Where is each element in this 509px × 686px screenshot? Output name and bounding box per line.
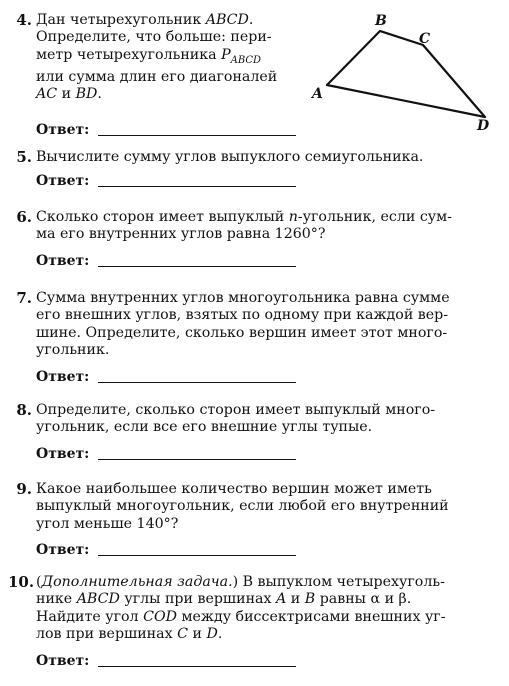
text-span: метр четырехугольника xyxy=(36,46,222,63)
text-span: ABCD xyxy=(76,591,120,608)
text-span: COD xyxy=(143,608,177,625)
answer-line[interactable] xyxy=(98,266,296,267)
answer-line[interactable] xyxy=(98,555,296,556)
text-span: Какое наибольшее количество вершин может иметь xyxy=(36,481,432,497)
answer-line[interactable] xyxy=(98,186,296,187)
problem-text: Вычислите сумму углов выпуклого семиугольника. xyxy=(36,149,424,165)
text-span: угольник. xyxy=(36,342,110,359)
text-span: ( xyxy=(36,574,42,590)
problem-8 xyxy=(8,402,498,462)
text-span: ABCD xyxy=(230,54,262,66)
answer-field xyxy=(36,173,498,189)
vertex-label-a: A xyxy=(312,86,323,102)
problem-6 xyxy=(8,209,498,269)
text-span: углы при вершинах xyxy=(119,591,277,608)
text-span: Сколько сторон имеет выпуклый xyxy=(36,209,289,225)
text-span: Определите, сколько сторон имеет выпуклый много- xyxy=(36,402,436,418)
answer-label: Ответ: xyxy=(36,368,90,385)
vertex-label-c: C xyxy=(419,31,431,47)
text-span: Найдите угол xyxy=(36,608,144,625)
answer-line[interactable] xyxy=(98,459,296,460)
text-span: ) В выпуклом четырехуголь- xyxy=(232,574,445,590)
answer-field xyxy=(36,653,498,669)
answer-field xyxy=(36,253,498,269)
text-span: ма его внутренних углов равна 1260°? xyxy=(36,226,326,243)
problem-number: 6. xyxy=(16,208,32,226)
quadrilateral-shape xyxy=(327,31,485,117)
answer-field xyxy=(36,446,498,462)
answer-label: Ответ: xyxy=(36,652,90,669)
text-span: и xyxy=(57,86,76,103)
answer-label: Ответ: xyxy=(36,542,90,559)
problem-number: 4. xyxy=(16,11,32,29)
problem-text xyxy=(36,574,498,644)
problem-text xyxy=(36,402,498,437)
problem-text xyxy=(36,290,498,360)
text-span: B xyxy=(304,591,316,608)
answer-label: Ответ: xyxy=(36,121,90,138)
answer-field xyxy=(36,542,498,558)
answer-label: Ответ: xyxy=(36,173,90,190)
text-span: AC xyxy=(36,86,58,103)
answer-line[interactable] xyxy=(98,135,296,136)
answer-label: Ответ: xyxy=(36,252,90,269)
text-span: . xyxy=(217,626,223,643)
answer-line[interactable] xyxy=(98,382,296,383)
text-span: D xyxy=(206,626,218,643)
answer-field xyxy=(36,369,498,385)
text-span: и xyxy=(187,626,207,643)
text-span: n xyxy=(288,209,298,225)
problem-text xyxy=(36,209,498,244)
vertex-label-b: B xyxy=(375,13,387,29)
text-span: и xyxy=(286,591,305,608)
text-span: Сумма внутренних углов многоугольника равна сумме xyxy=(36,290,450,306)
text-span: выпуклый многоугольник, если любой его внутренний xyxy=(36,498,449,515)
problem-10 xyxy=(8,574,498,669)
text-span: или сумма длин его диагоналей xyxy=(36,69,278,86)
text-span: BD xyxy=(75,86,98,103)
problem-text xyxy=(36,481,498,533)
text-span: Дан четырехугольник xyxy=(36,12,206,28)
answer-label: Ответ: xyxy=(36,445,90,462)
problem-number: 5. xyxy=(16,148,32,166)
text-span: Дополнительная задача. xyxy=(41,574,233,590)
text-span: нике xyxy=(36,591,77,608)
problem-number: 7. xyxy=(16,289,32,307)
text-span: Определите, что больше: пери- xyxy=(36,29,272,46)
problem-text xyxy=(36,12,304,104)
text-span: -угольник, если сум- xyxy=(297,209,452,225)
text-span: лов при вершинах xyxy=(36,626,178,643)
problem-7 xyxy=(8,290,498,385)
problem-9 xyxy=(8,481,498,558)
answer-line[interactable] xyxy=(98,666,296,667)
text-span: ABCD xyxy=(205,12,249,28)
text-span: между биссектрисами внешних уг- xyxy=(176,608,446,625)
problem-number: 10. xyxy=(8,573,35,591)
vertex-label-d: D xyxy=(477,118,490,134)
problem-5 xyxy=(8,149,498,189)
text-span: . xyxy=(97,86,102,103)
text-span: P xyxy=(221,46,231,63)
text-span: шине. Определите, сколько вершин имеет этот много- xyxy=(36,324,448,341)
text-span: угол меньше 140°? xyxy=(36,515,179,532)
text-span: его внешних углов, взятых по одному при каждой вер- xyxy=(36,307,449,324)
text-span: равны α и β. xyxy=(315,591,412,608)
text-span: угольник, если все его внешние углы тупые. xyxy=(36,419,373,436)
text-span: C xyxy=(177,626,188,643)
quadrilateral-figure xyxy=(305,5,505,135)
text-span: . xyxy=(248,12,254,28)
text-span: A xyxy=(276,591,287,608)
problem-number: 9. xyxy=(16,480,32,498)
problem-number: 8. xyxy=(16,401,32,419)
